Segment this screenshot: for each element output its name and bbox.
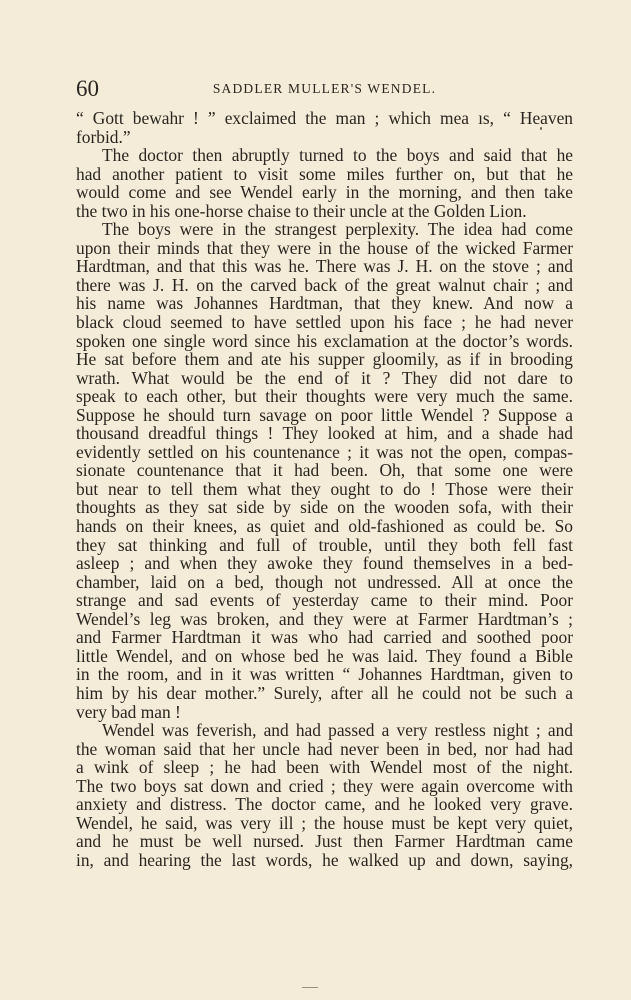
text-line: thousand dreadful things ! They looked at him, and a shade had	[76, 423, 573, 444]
text-line: his name was Johannes Hardtman, that they knew. And now a	[76, 293, 573, 314]
text-line: strange and sad events of yesterday came to their mind. Poor	[76, 590, 573, 611]
text-line: Wendel was feverish, and had passed a very restless night ; and	[102, 720, 573, 741]
text-line: evidently settled on his countenance ; it was not the open, compas-	[76, 441, 573, 462]
text-line: The two boys sat down and cried ; they were again overcome with	[76, 775, 573, 796]
running-title: SADDLER MULLER'S WENDEL.	[212, 81, 437, 96]
text-line: “ Gott bewahr ! ” exclaimed the man ; which mea ıs, “ Heaven	[76, 108, 573, 128]
text-line: thoughts as they sat side by side on the wooden sofa, with their	[76, 497, 573, 518]
text-line: forbid.”	[76, 126, 131, 147]
text-line: spoken one single word since his exclamation at the doctor’s words.	[76, 330, 573, 351]
text-line: The boys were in the strangest perplexity. The idea had come	[102, 219, 573, 240]
text-line: and Farmer Hardtman it was who had carried and soothed poor	[76, 627, 573, 648]
text-line: asleep ; and when they awoke they found themselves in a bed-	[76, 553, 573, 574]
text-line: and he must be well nursed. Just then Farmer Hardtman came	[76, 831, 573, 852]
text-line: the two in his one-horse chaise to their uncle at the Golden Lion.	[76, 200, 527, 221]
text-line: in, and hearing the last words, he walked up and down, saying,	[76, 849, 573, 870]
text-line: sionate countenance that it had been. Oh, that some one were	[76, 460, 573, 481]
page-mark	[302, 987, 318, 988]
page-header	[76, 74, 573, 104]
text-line: Wendel, he said, was very ill ; the house must be kept very quiet,	[76, 812, 573, 833]
text-line: hands on their knees, as quiet and old-fashioned as could be. So	[76, 516, 573, 537]
text-line: but near to tell them what they ought to do ! Those were their	[76, 478, 573, 499]
text-line: speak to each other, but their thoughts were very much the same.	[76, 386, 573, 407]
text-line: in the room, and in it was written “ Johannes Hardtman, given to	[76, 664, 573, 685]
text-line: had another patient to visit some miles further on, but that he	[76, 163, 573, 184]
text-line: Wendel’s leg was broken, and they were at Farmer Hardtman’s ;	[76, 608, 573, 629]
text-line: He sat before them and ate his supper gloomily, as if in brooding	[76, 349, 573, 370]
body-text	[76, 109, 573, 869]
text-line: wrath. What would be the end of it ? They did not dare to	[76, 367, 573, 388]
text-line: would come and see Wendel early in the morning, and then take	[76, 182, 573, 203]
text-line: the woman said that her uncle had never been in bed, nor had had	[76, 738, 573, 759]
text-line: Suppose he should turn savage on poor little Wendel ? Suppose a	[76, 404, 573, 425]
text-line: black cloud seemed to have settled upon his face ; he had never	[76, 312, 573, 333]
page-number: 60	[76, 76, 99, 101]
text-line: they sat thinking and full of trouble, until they both fell fast	[76, 534, 573, 555]
text-line: upon their minds that they were in the house of the wicked Farmer	[76, 237, 573, 258]
text-line: The doctor then abruptly turned to the boys and said that he	[102, 145, 573, 166]
text-line: little Wendel, and on whose bed he was laid. They found a Bible	[76, 645, 573, 666]
text-line: chamber, laid on a bed, though not undressed. All at once the	[76, 571, 573, 592]
text-line: Hardtman, and that this was he. There was J. H. on the stove ; and	[76, 256, 573, 277]
text-line: there was J. H. on the carved back of the great walnut chair ; and	[76, 274, 573, 295]
text-line: very bad man !	[76, 701, 181, 722]
text-line: a wink of sleep ; he had been with Wendel most of the night.	[76, 757, 573, 778]
text-line: him by his dear mother.” Surely, after all he could not be such a	[76, 682, 573, 703]
text-line: anxiety and distress. The doctor came, and he looked very grave.	[76, 794, 573, 815]
